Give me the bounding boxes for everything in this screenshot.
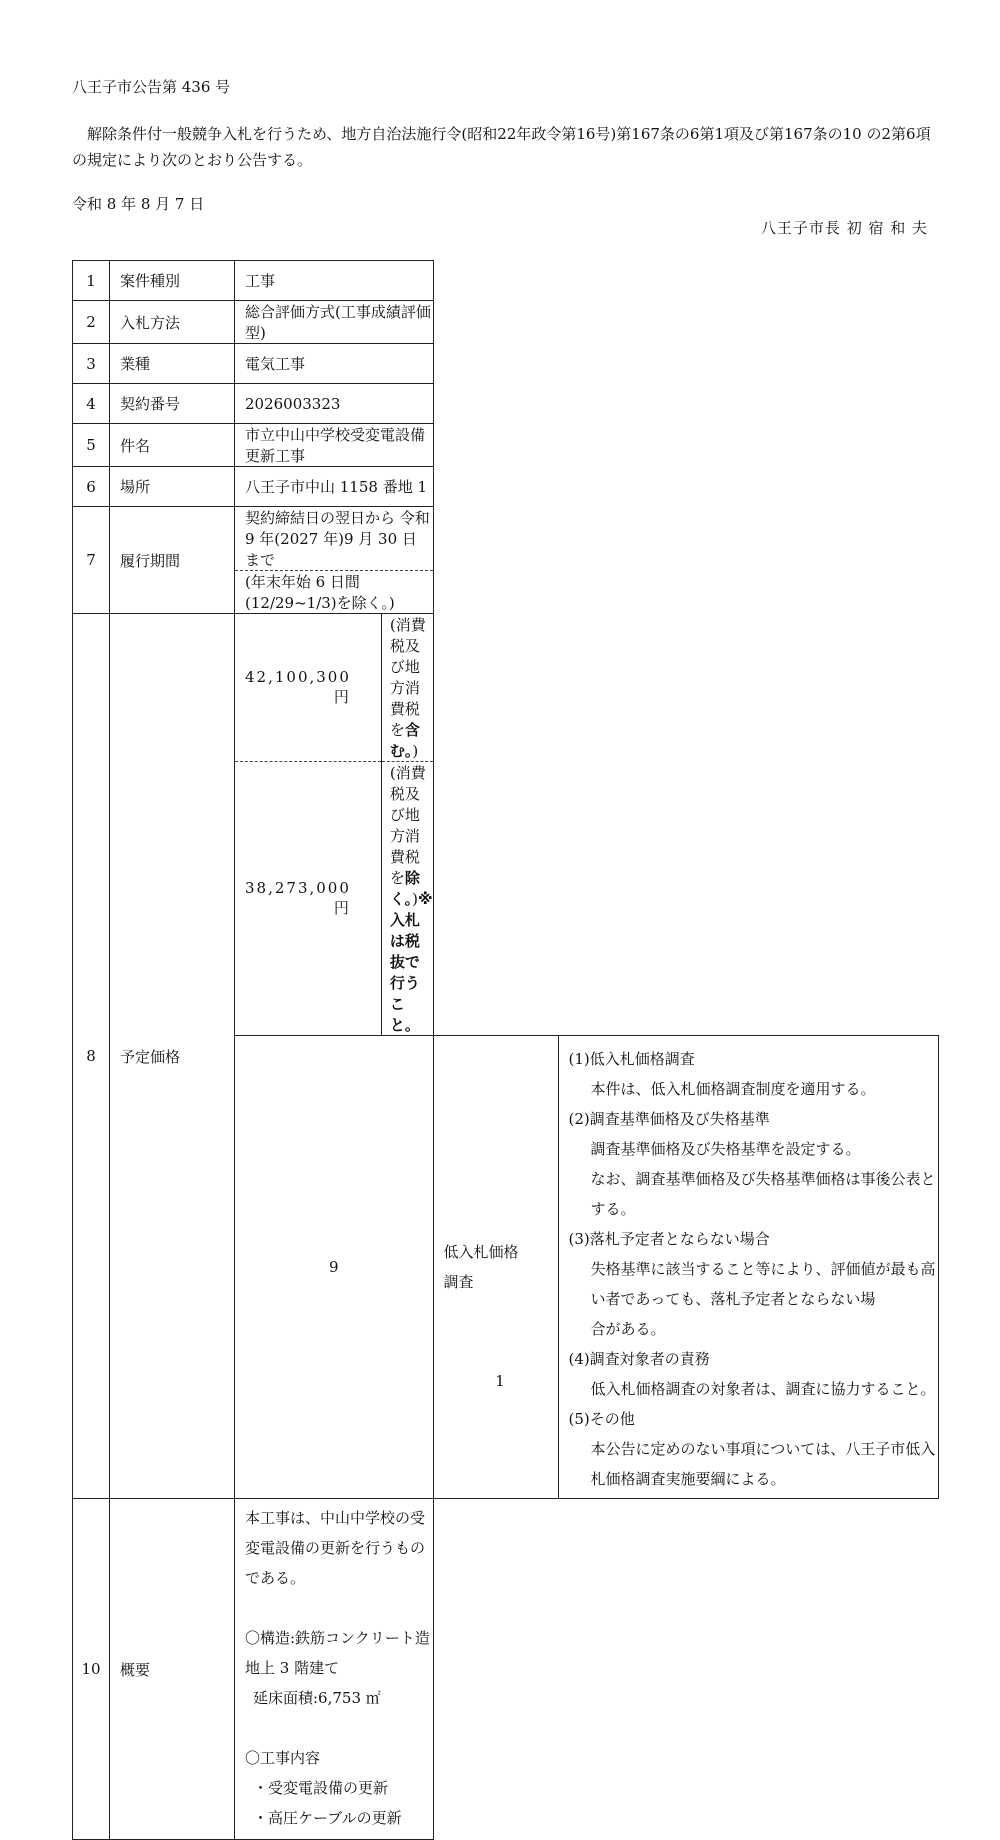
row-number: 3	[73, 344, 110, 384]
row-number: 2	[73, 301, 110, 344]
notice-date: 令和 8 年 8 月 7 日	[72, 195, 205, 213]
price-amount-tax-excluded: 38,273,000 円	[235, 762, 381, 1036]
table-row	[73, 424, 939, 467]
price-cell	[235, 614, 434, 1036]
row-number: 9	[235, 1036, 434, 1499]
price-note-emphasis: 除く。	[389, 869, 420, 908]
table-row	[73, 467, 939, 507]
price-amount-tax-included: 42,100,300 円	[235, 614, 381, 762]
row-number: 10	[73, 1499, 110, 1840]
survey-line: なお、調査基準価格及び失格基準価格は事後公表とする。	[590, 1170, 936, 1218]
price-note-text: (消費税及び地方消費税を	[389, 616, 426, 739]
survey-line: (4)調査対象者の責務	[568, 1350, 710, 1368]
row-number: 6	[73, 467, 110, 507]
row-label: 業種	[110, 344, 235, 384]
overview-work-item: ・受変電設備の更新	[253, 1779, 389, 1797]
price-subtable	[235, 614, 433, 1035]
survey-content	[558, 1036, 938, 1499]
survey-line: 本件は、低入札価格調査制度を適用する。	[590, 1080, 876, 1098]
row-value: 総合評価方式(工事成績評価型)	[235, 301, 434, 344]
row-label: 入札方法	[110, 301, 235, 344]
overview-line: 本工事は、中山中学校の受変電設備の更新を行うものである。	[245, 1509, 426, 1587]
row-number: 1	[73, 261, 110, 301]
overview-work-item: ・高圧ケーブルの更新	[253, 1809, 402, 1827]
table-row-overview	[73, 1499, 939, 1840]
survey-line: (3)落札予定者とならない場合	[568, 1230, 770, 1248]
survey-line: 調査基準価格及び失格基準を設定する。	[590, 1140, 861, 1158]
overview-structure: 〇構造:鉄筋コンクリート造 地上 3 階建て	[245, 1629, 430, 1677]
row-label: 履行期間	[110, 507, 235, 614]
page-number: 1	[495, 1372, 505, 1390]
survey-line: 合がある。	[590, 1320, 666, 1338]
row-number: 8	[73, 614, 110, 1499]
row-number: 5	[73, 424, 110, 467]
table-row	[73, 261, 939, 301]
table-row	[73, 301, 939, 344]
period-line-1: 契約締結日の翌日から 令和 9 年(2027 年)9 月 30 日 まで	[235, 507, 434, 571]
table-row-period	[73, 507, 939, 571]
price-note-tax-included	[381, 614, 432, 762]
notice-number: 八王子市公告第 436 号	[72, 78, 231, 96]
row-value: 八王子市中山 1158 番地 1	[235, 467, 434, 507]
table-row	[73, 344, 939, 384]
row-label-line: 調査	[443, 1273, 474, 1291]
overview-work-heading: 〇工事内容	[245, 1749, 321, 1767]
overview-floor-area: 延床面積:6,753 ㎡	[253, 1689, 381, 1707]
row-number: 4	[73, 384, 110, 424]
price-note-emphasis: 含む。	[389, 721, 420, 760]
survey-line: 低入札価格調査の対象者は、調査に協力すること。	[590, 1380, 936, 1398]
survey-line: (1)低入札価格調査	[568, 1050, 695, 1068]
overview-content	[235, 1499, 434, 1840]
row-label: 契約番号	[110, 384, 235, 424]
survey-line: 本公告に定めのない事項については、八王子市低入札価格調査実施要綱による。	[590, 1440, 936, 1488]
row-number: 7	[73, 507, 110, 614]
price-note-text: (消費税及び地方消費税を	[389, 764, 426, 887]
price-note-text: )	[412, 742, 419, 760]
notice-table	[72, 260, 939, 1840]
intro-paragraph: 解除条件付一般競争入札を行うため、地方自治法施行令(昭和22年政令第16号)第167条の6第1項及び第167条の10 の2第6項の規定により次のとおり公告する。	[72, 125, 931, 169]
row-label	[433, 1036, 558, 1499]
table-row	[73, 384, 939, 424]
survey-line: 失格基準に該当すること等により、評価値が最も高い者であっても、落札予定者とならない場	[590, 1260, 936, 1308]
row-value: 2026003323	[235, 384, 434, 424]
row-label: 予定価格	[110, 614, 235, 1499]
survey-line: (5)その他	[568, 1410, 635, 1428]
price-note-warning: ※入札は税抜で行うこと。	[389, 890, 433, 1034]
table-row-price	[73, 614, 939, 1036]
price-note-tax-excluded	[381, 762, 432, 1036]
signer: 八王子市長 初 宿 和 夫	[760, 219, 928, 237]
row-value: 電気工事	[235, 344, 434, 384]
survey-line: (2)調査基準価格及び失格基準	[568, 1110, 770, 1128]
row-label: 件名	[110, 424, 235, 467]
row-label: 概要	[110, 1499, 235, 1840]
period-line-2: (年末年始 6 日間(12/29~1/3)を除く。)	[235, 571, 434, 614]
row-label: 場所	[110, 467, 235, 507]
row-value: 市立中山中学校受変電設備更新工事	[235, 424, 434, 467]
row-label: 案件種別	[110, 261, 235, 301]
price-note-text: )	[412, 890, 418, 908]
row-label-line: 低入札価格	[443, 1243, 519, 1261]
row-value: 工事	[235, 261, 434, 301]
